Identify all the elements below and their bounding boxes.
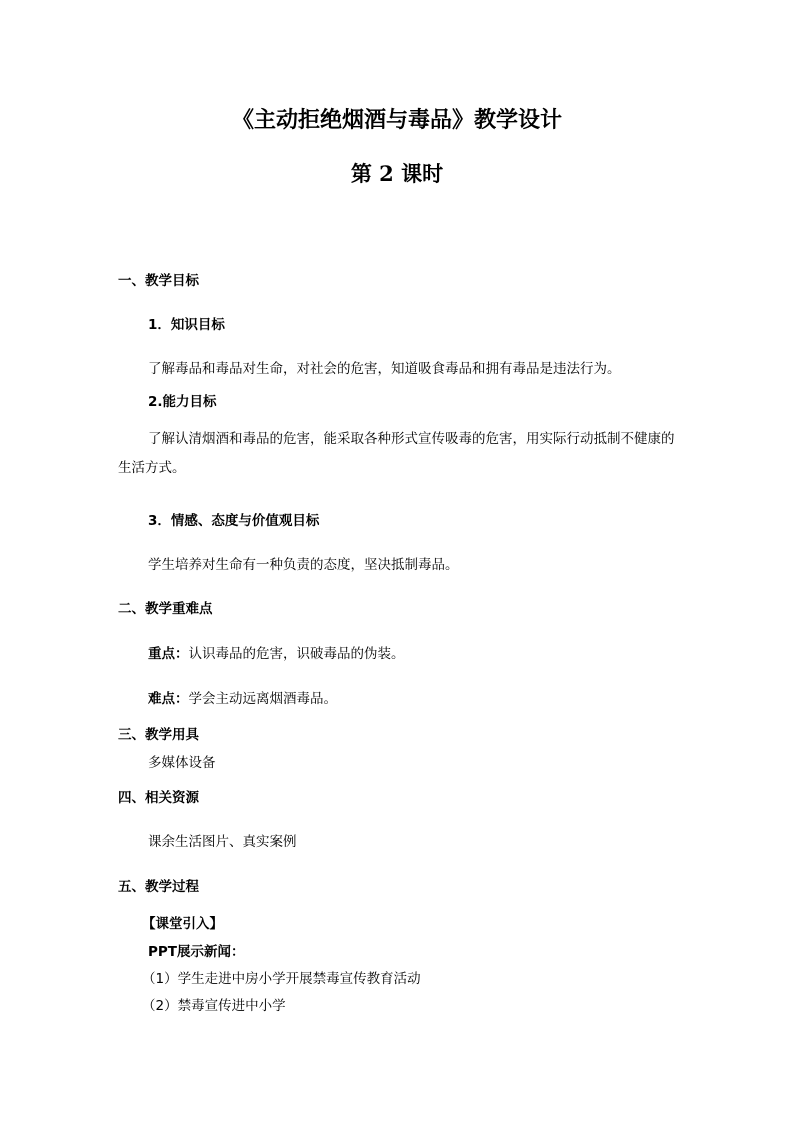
difficulty-label: 难点： [148,691,189,707]
section-heading-tools: 三、教学用具 [118,727,199,743]
key-point-text: 认识毒品的危害，识破毒品的伪装。 [188,646,405,662]
section-heading-resources: 四、相关资源 [118,790,199,806]
document-title: 《主动拒绝烟酒与毒品》教学设计 [231,107,562,133]
subheading-ability: 2.能力目标 [148,394,217,410]
tools-text: 多媒体设备 [148,755,216,771]
section-heading-process: 五、教学过程 [118,879,199,895]
key-point-line [148,642,405,662]
knowledge-text: 了解毒品和毒品对生命，对社会的危害，知道吸食毒品和拥有毒品是违法行为。 [148,361,621,377]
ability-text: 了解认清烟酒和毒品的危害，能采取各种形式宣传吸毒的危害，用实际行动抵制不健康的生活方式。 [118,431,675,476]
difficulty-line [148,687,337,707]
section-heading-key-points: 二、教学重难点 [118,601,213,617]
news-item-2: （2）禁毒宣传进中小学 [142,998,286,1014]
key-point-label: 重点： [148,646,189,662]
subheading-knowledge: 1．知识目标 [148,317,225,333]
subheading-emotion: 3．情感、态度与价值观目标 [148,513,320,529]
resources-text: 课余生活图片、真实案例 [148,834,297,850]
document-subtitle: 第 2 课时 [350,161,444,186]
section-heading-objectives: 一、教学目标 [118,273,199,289]
emotion-text: 学生培养对生命有一种负责的态度，坚决抵制毒品。 [148,557,459,573]
ppt-news-label: PPT展示新闻： [148,944,245,960]
class-intro-heading: 【课堂引入】 [142,916,223,932]
difficulty-text: 学会主动远离烟酒毒品。 [188,691,337,707]
news-item-1: （1）学生走进中房小学开展禁毒宣传教育活动 [142,971,421,987]
